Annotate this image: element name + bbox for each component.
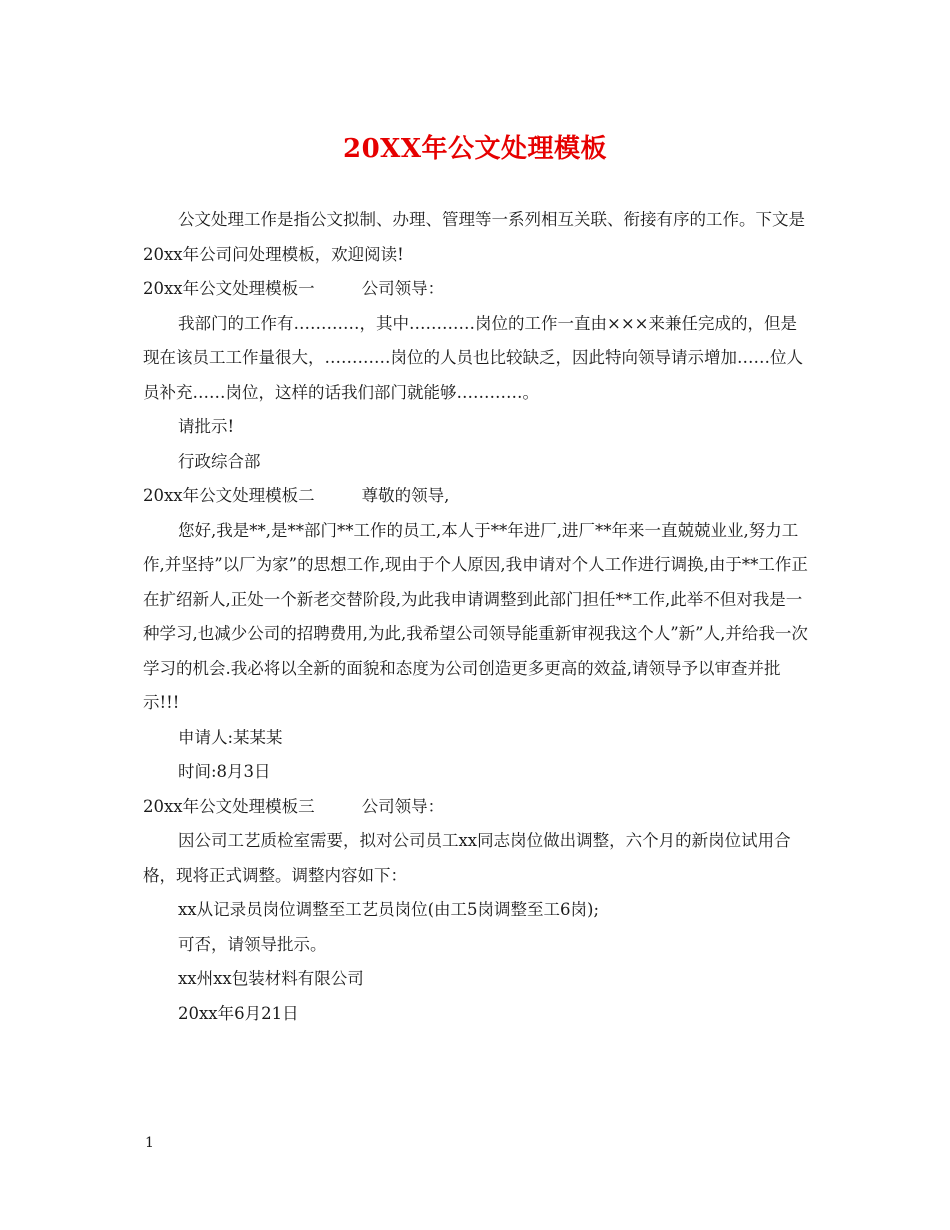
template-three-heading-line [143,790,811,825]
template-one-signature: 行政综合部 [178,451,261,471]
page-number: 1 [145,1135,154,1151]
template-three-body: 因公司工艺质检室需要，拟对公司员工xx同志岗位做出调整，六个月的新岗位试用合格，现将正式调整。调整内容如下： [143,831,791,885]
template-one-heading: 20xx年公文处理模板一 [143,279,315,298]
template-two-heading-line [143,479,811,514]
template-three-salutation: 公司领导： [361,796,445,816]
template-two-body: 您好,我是**,是**部门**工作的员工,本人于**年进厂,进厂**年来一直兢兢业业,努力工作,并坚持”以厂为家”的思想工作,现由于个人原因,我申请对个人工作进行调换,由于**工作正在扩绍新人,正处一个新老交替阶段,为此我申请调整到此部门担任**工作,此举不但对我是一种学习,也减少公司的招聘费用,为此,我希望公司领导能重新审视我这个人”新”人,并给我一次学习的机会.我必将以全新的面貌和态度为公司创造更多更高的效益,请领导予以审查并批示!!! [143,520,808,712]
template-three-company: xx州xx包装材料有限公司 [178,969,364,988]
intro-paragraph: 公文处理工作是指公文拟制、办理、管理等一系列相互关联、衔接有序的工作。下文是20xx年公司问处理模板，欢迎阅读! [143,210,805,264]
document-body [143,203,811,1031]
template-two-applicant: 申请人:某某某 [178,727,283,747]
template-three-item: xx从记录员岗位调整至工艺员岗位(由工5岗调整至工6岗); [178,900,600,919]
template-two-time: 时间:8月3日 [178,762,271,781]
template-two-heading: 20xx年公文处理模板二 [143,486,315,505]
template-three-heading: 20xx年公文处理模板三 [143,796,315,816]
template-one-body: 我部门的工作有…………，其中…………岗位的工作一直由×××来兼任完成的，但是现在该员工工作量很大，…………岗位的人员也比较缺乏，因此特向领导请示增加……位人员补充……岗位，这样的话我们部门就能够…………。 [143,313,803,402]
template-two-salutation: 尊敬的领导, [361,486,450,505]
template-one-heading-line [143,272,811,307]
template-one-request: 请批示! [178,417,235,436]
document-title: 20XX年公文处理模板 [342,134,608,164]
template-three-request: 可否，请领导批示。 [178,934,327,954]
template-three-date: 20xx年6月21日 [178,1003,299,1023]
template-one-salutation: 公司领导： [361,279,445,298]
